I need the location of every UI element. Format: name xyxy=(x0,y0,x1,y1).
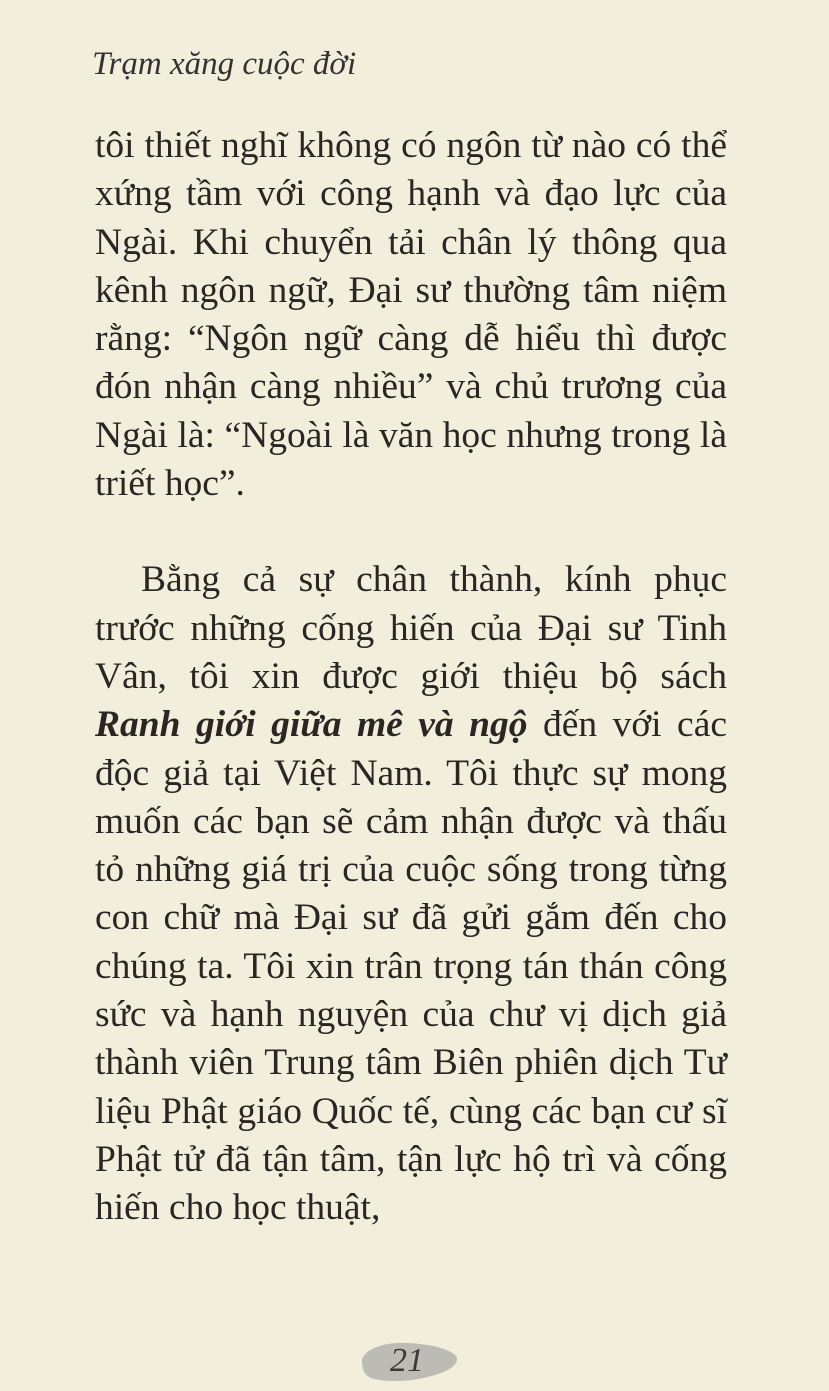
page-number-badge xyxy=(352,1336,462,1388)
paragraph-1: tôi thiết nghĩ không có ngôn từ nào có thể xứng tầm với công hạnh và đạo lực của Ngài. Khi chuyển tải chân lý thông qua kênh ngôn ngữ, Đại sư thường tâm niệm rằng: “Ngôn ngữ càng dễ hiểu thì được đón nhận càng nhiều” và chủ trương của Ngài là: “Ngoài là văn học nhưng trong là triết học”. xyxy=(95,125,727,505)
running-header: Trạm xăng cuộc đời xyxy=(92,46,357,82)
page-number: 21 xyxy=(390,1342,424,1379)
paragraph-2-before: Bằng cả sự chân thành, kính phục trước những cống hiến của Đại sư Tinh Vân, tôi xin được giới thiệu bộ sách xyxy=(95,559,727,697)
body-text xyxy=(95,122,727,1233)
paragraph-2-after: đến với các độc giả tại Việt Nam. Tôi thực sự mong muốn các bạn sẽ cảm nhận được và thấu tỏ những giá trị của cuộc sống trong từng con chữ mà Đại sư đã gửi gắm đến cho chúng ta. Tôi xin trân trọng tán thán công sức và hạnh nguyện của chư vị dịch giả thành viên Trung tâm Biên phiên dịch Tư liệu Phật giáo Quốc tế, cùng các bạn cư sĩ Phật tử đã tận tâm, tận lực hộ trì và cống hiến cho học thuật, xyxy=(95,704,727,1229)
book-title: Ranh giới giữa mê và ngộ xyxy=(95,704,528,746)
paragraph-2 xyxy=(95,556,727,1232)
paragraph-gap xyxy=(95,508,727,556)
